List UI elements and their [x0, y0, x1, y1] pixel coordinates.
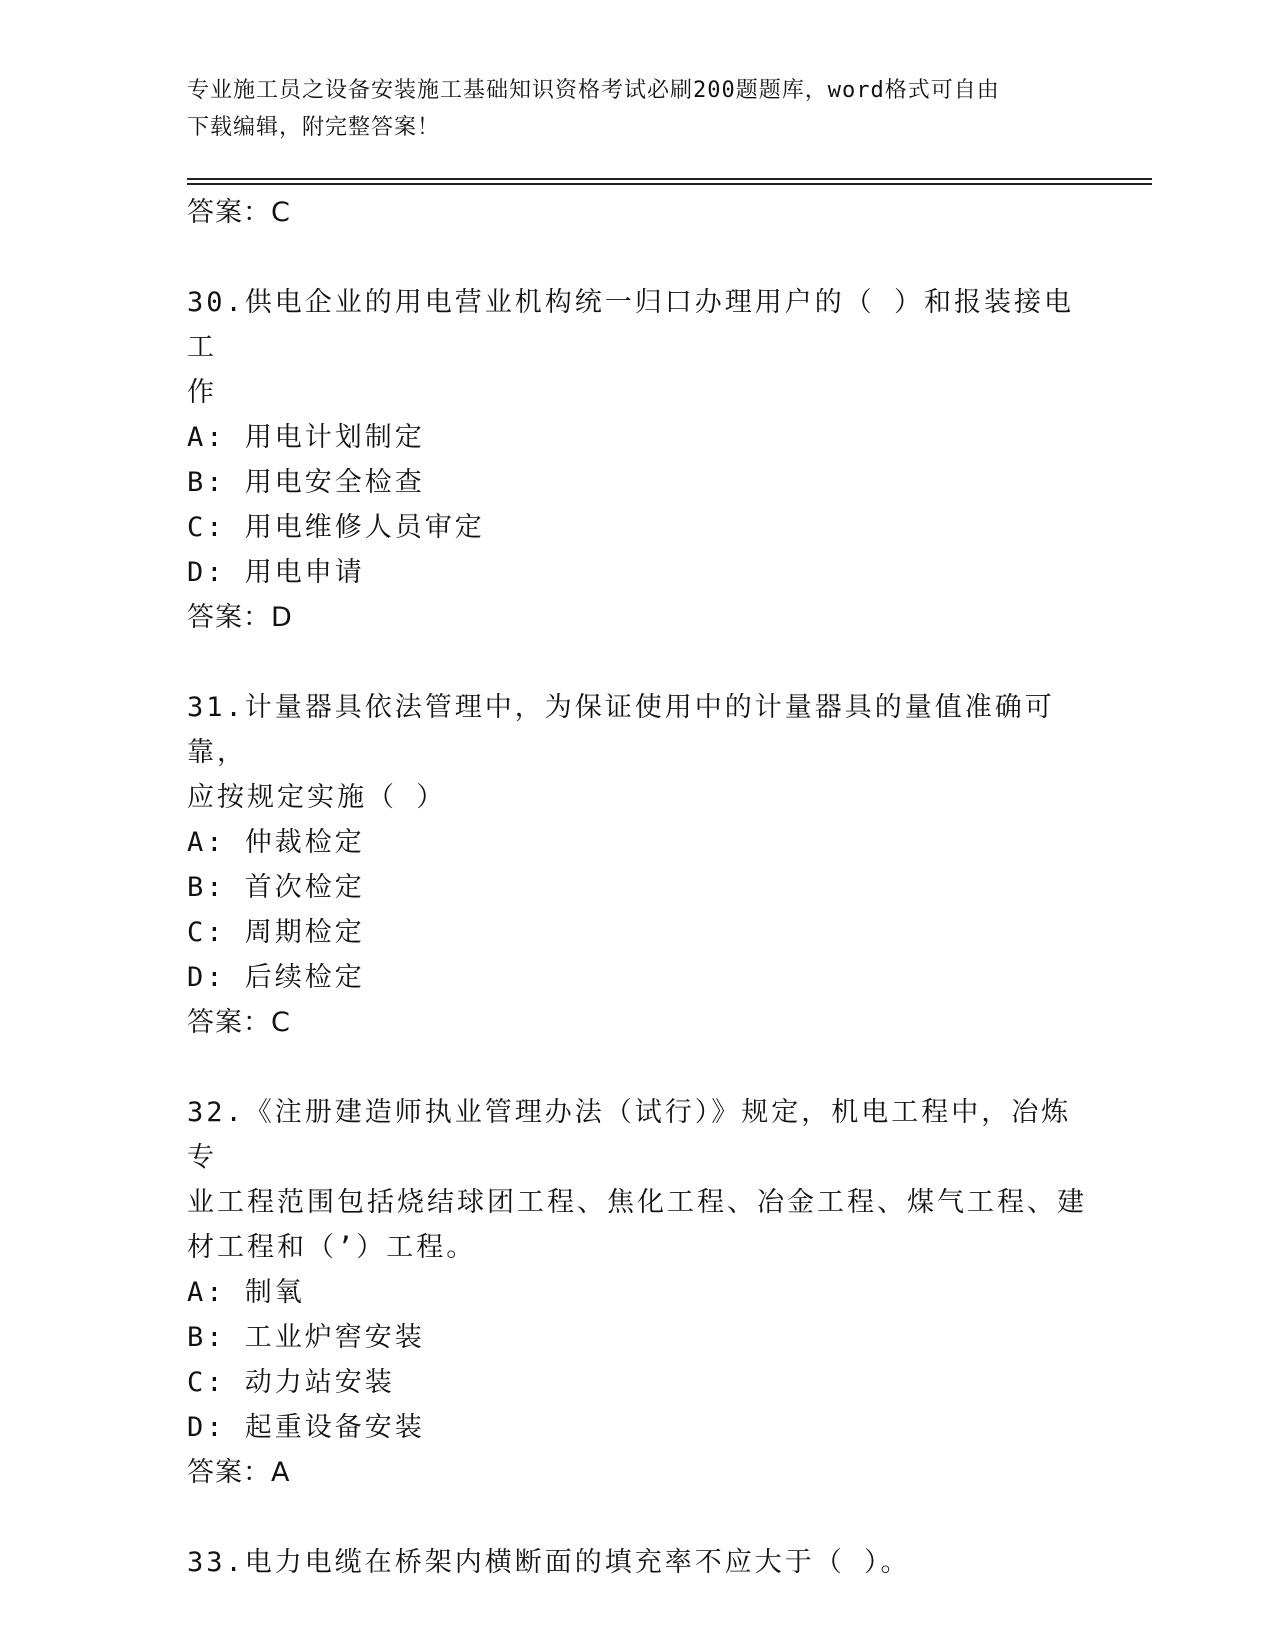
question-stem-line: 作 — [187, 377, 217, 408]
question-stem-line: 材工程和（’）工程。 — [187, 1232, 477, 1263]
option-c: C: 周期检定 — [187, 917, 365, 948]
question-stem-line: 32.《注册建造师执业管理办法（试行）》规定，机电工程中，冶炼专 — [187, 1097, 1072, 1173]
header-line: 下载编辑，附完整答案！ — [187, 115, 441, 140]
header-rule — [187, 178, 1152, 180]
question-block — [187, 685, 1087, 1045]
header-line: 专业施工员之设备安装施工基础知识资格考试必刷200题题库，word格式可自由 — [187, 78, 1000, 103]
option-b: B: 工业炉窖安装 — [187, 1322, 425, 1353]
answer-line: 答案：C — [187, 1007, 291, 1038]
header-rule — [187, 183, 1152, 185]
option-b: B: 首次检定 — [187, 872, 365, 903]
question-stem-line: 业工程范围包括烧结球团工程、焦化工程、冶金工程、煤气工程、建 — [187, 1187, 1087, 1218]
question-block — [187, 1090, 1087, 1495]
option-d: D: 后续检定 — [187, 962, 365, 993]
question-stem-line: 31.计量器具依法管理中，为保证使用中的计量器具的量值准确可靠， — [187, 692, 1055, 768]
answer-line: 答案：C — [187, 197, 291, 228]
option-a: A: 仲裁检定 — [187, 827, 365, 858]
option-d: D: 用电申请 — [187, 557, 365, 588]
option-b: B: 用电安全检查 — [187, 467, 425, 498]
option-c: C: 用电维修人员审定 — [187, 512, 485, 543]
option-a: A: 制氧 — [187, 1277, 305, 1308]
option-d: D: 起重设备安装 — [187, 1412, 425, 1443]
answer-line: 答案：A — [187, 1457, 291, 1488]
question-list — [187, 190, 1087, 1585]
option-a: A: 用电计划制定 — [187, 422, 425, 453]
question-stem-line: 30.供电企业的用电营业机构统一归口办理用户的（ ）和报装接电工 — [187, 287, 1075, 363]
question-block — [187, 1540, 1087, 1585]
page-header — [187, 72, 1067, 146]
question-stem-line: 应按规定实施（ ） — [187, 782, 447, 813]
option-c: C: 动力站安装 — [187, 1367, 395, 1398]
answer-line: 答案：D — [187, 602, 293, 633]
question-stem-line: 33.电力电缆在桥架内横断面的填充率不应大于（ ）。 — [187, 1547, 911, 1578]
question-block — [187, 280, 1087, 640]
